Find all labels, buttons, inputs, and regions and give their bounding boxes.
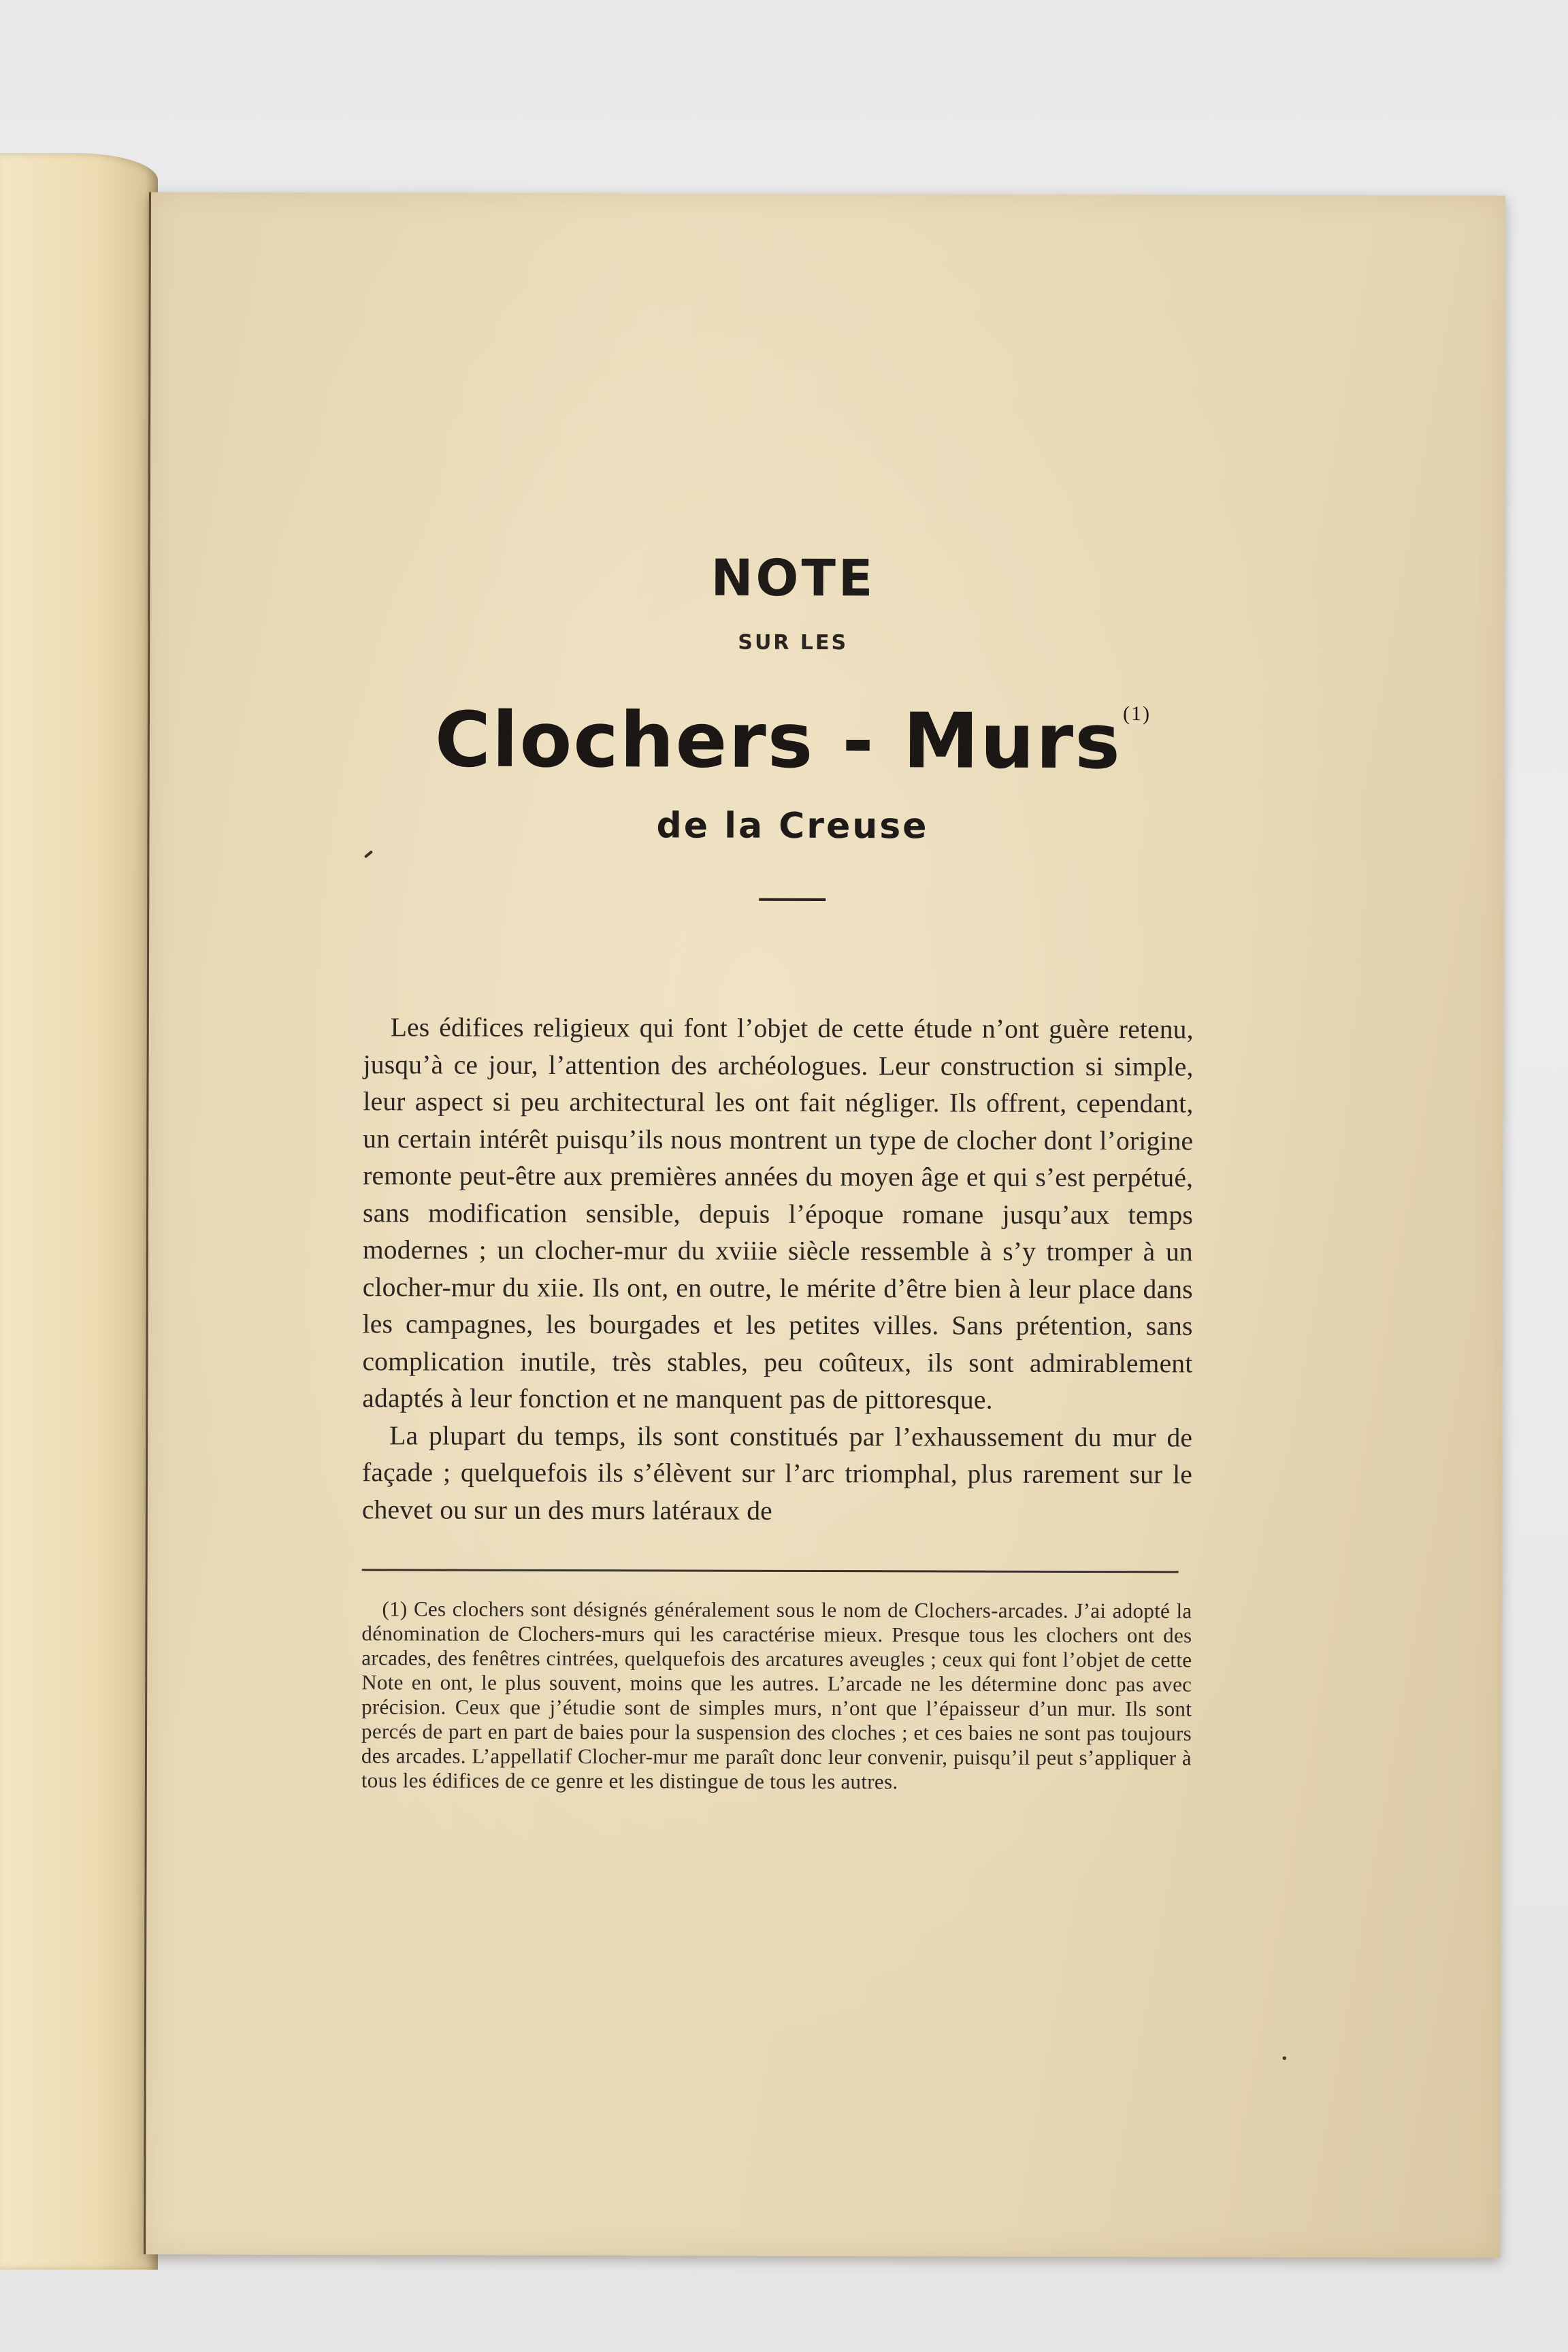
heading-sur-les: SUR LES	[738, 630, 849, 655]
page-subtitle: de la Creuse	[656, 805, 929, 847]
title-footnote-marker: (1)	[1122, 702, 1152, 725]
previous-page-edge	[0, 153, 158, 2270]
footnote-divider	[362, 1569, 1179, 1573]
page-title	[378, 668, 1208, 786]
body-text	[362, 1009, 1194, 1530]
paper-blemish	[1283, 2057, 1286, 2060]
page-title-text: Clochers - Murs	[434, 696, 1122, 787]
page-content	[361, 546, 1195, 1795]
footnote	[361, 1597, 1192, 1795]
heading-note: NOTE	[710, 549, 876, 608]
footnote-text: (1) Ces clochers sont désignés généralement sous le nom de Clochers-arcades. J’ai adopté la dénomination de Clochers-murs qui les caractérise mieux. Presque tous les clochers ont des arcades, des fenêtres cintrées, quelquefois des arcatures aveugles ; ceux qui font l’objet de cette Note en ont, le plus souvent, moins que les autres. L’arcade ne les détermine donc pas avec précision. Ceux que j’étudie sont de simples murs, n’ont que l’épaisseur d’un mur. Ils sont percés de part en part de baies pour la suspension des cloches ; et ces baies ne sont pas toujours des arcades. L’appellatif Clocher-mur me paraît donc leur convenir, puisqu’il peut s’appliquer à tous les édifices de ce genre et les distingue de tous les autres.	[361, 1597, 1192, 1794]
title-divider	[759, 898, 826, 901]
body-paragraph: La plupart du temps, ils sont constitués par l’exhaussement du mur de façade ; quelquefois ils s’élèvent sur l’arc triomphal, plus rarement sur le chevet ou sur un des murs latéraux de	[361, 1420, 1193, 1526]
body-paragraph: Les édifices religieux qui font l’objet de cette étude n’ont guère retenu, jusqu’à ce jour, l’attention des archéologues. Leur construction si simple, leur aspect si peu architectural les ont fait négliger. Ils offrent, cependant, un certain intérêt puisqu’ils nous montrent un type de clocher dont l’origine remonte peut-être aux premières années du moyen âge et qui s’est perpétué, sans modification sensible, depuis l’époque romane jusqu’aux temps modernes ; un clocher-mur du xviiie siècle ressemble à s’y tromper à un clocher-mur du xiie. Ils ont, en outre, le mérite d’être bien à leur place dans les campagnes, les bourgades et les petites villes. Sans prétention, sans complication inutile, très stables, peu coûteux, ils sont admirablement adaptés à leur fonction et ne manquent pas de pittoresque.	[362, 1012, 1194, 1415]
document-page	[144, 192, 1505, 2257]
